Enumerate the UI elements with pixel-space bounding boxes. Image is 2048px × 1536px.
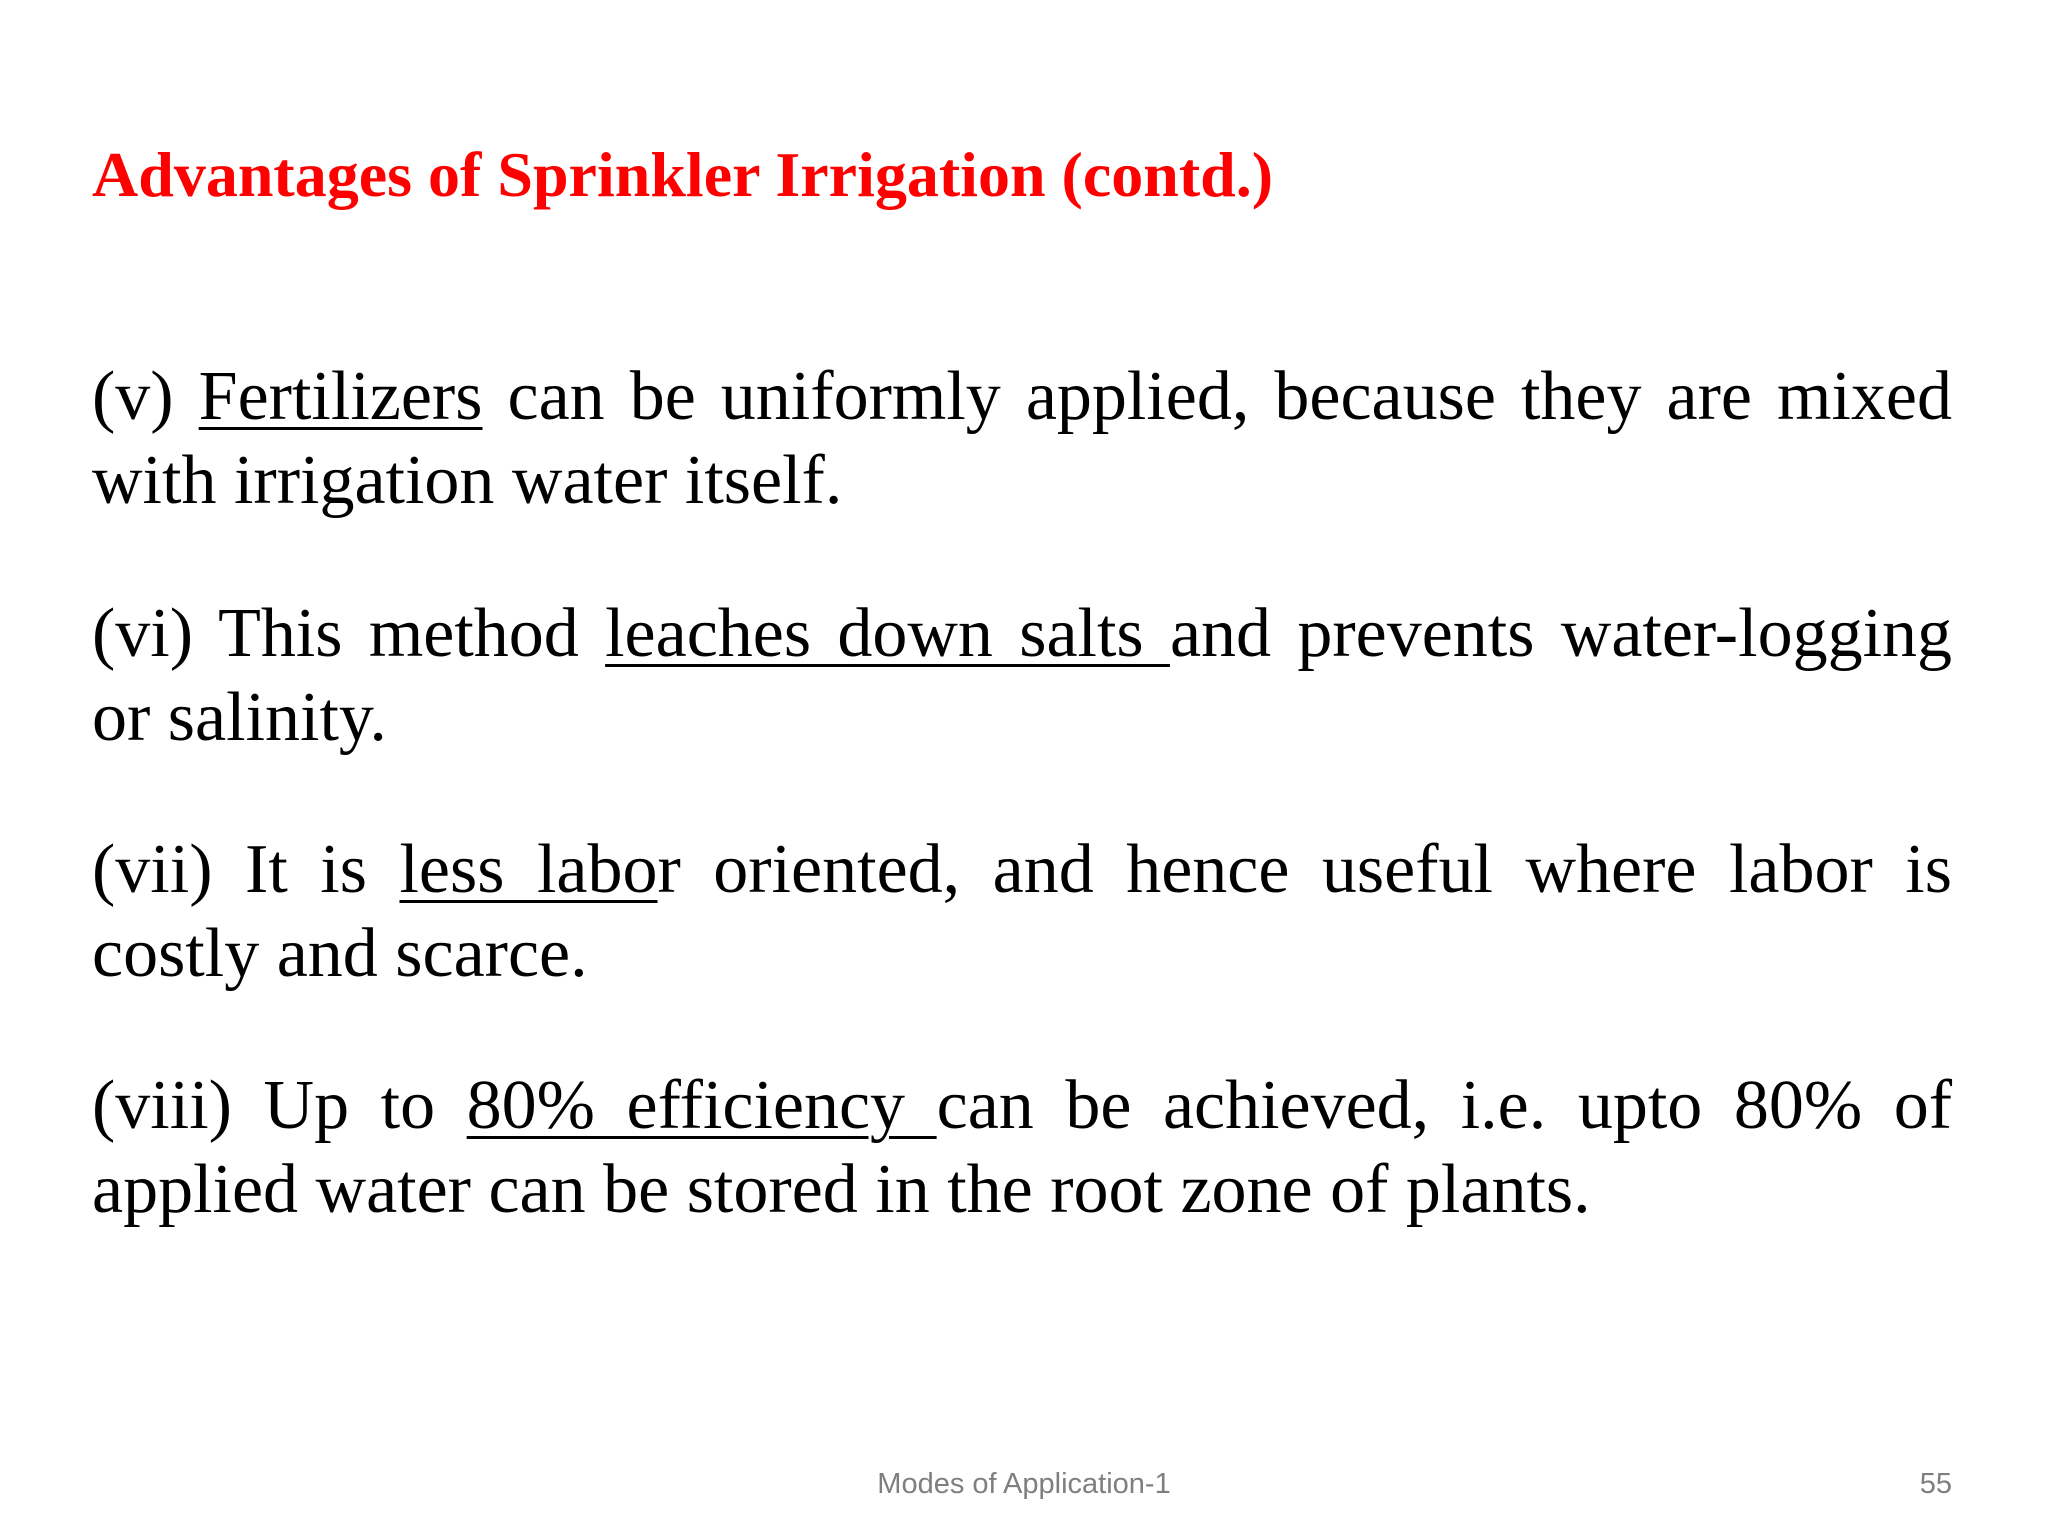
point-suffix: can be uniformly applied, because they are mixed with irrigation water itself. [92,358,1952,519]
point-prefix: (vi) This method [92,595,606,672]
advantage-point-vi [92,592,1952,760]
point-prefix: (vii) It is [92,831,400,908]
point-underlined-text: 80% efficiency [466,1067,937,1144]
point-underlined-text: less labo [399,831,658,908]
advantage-point-v [92,355,1952,523]
point-prefix: (viii) Up to [92,1067,467,1144]
advantage-point-vii [92,828,1952,996]
point-suffix: and prevents water-logging or salinity. [92,595,1953,756]
point-underlined-text: leaches down salts [605,595,1170,672]
point-underlined-text: Fertilizers [198,358,483,435]
advantage-point-viii [92,1064,1952,1232]
point-prefix: (v) [92,358,199,435]
point-suffix: can be achieved, i.e. upto 80% of applied water can be stored in the root zone of plants. [92,1067,1953,1228]
point-suffix: r oriented, and hence useful where labor is costly and scarce. [92,831,1952,992]
slide-title: Advantages of Sprinkler Irrigation (contd.) [92,139,1274,210]
slide-footer: Modes of Application-1 [877,1468,1171,1500]
page-number: 55 [1919,1468,1952,1500]
